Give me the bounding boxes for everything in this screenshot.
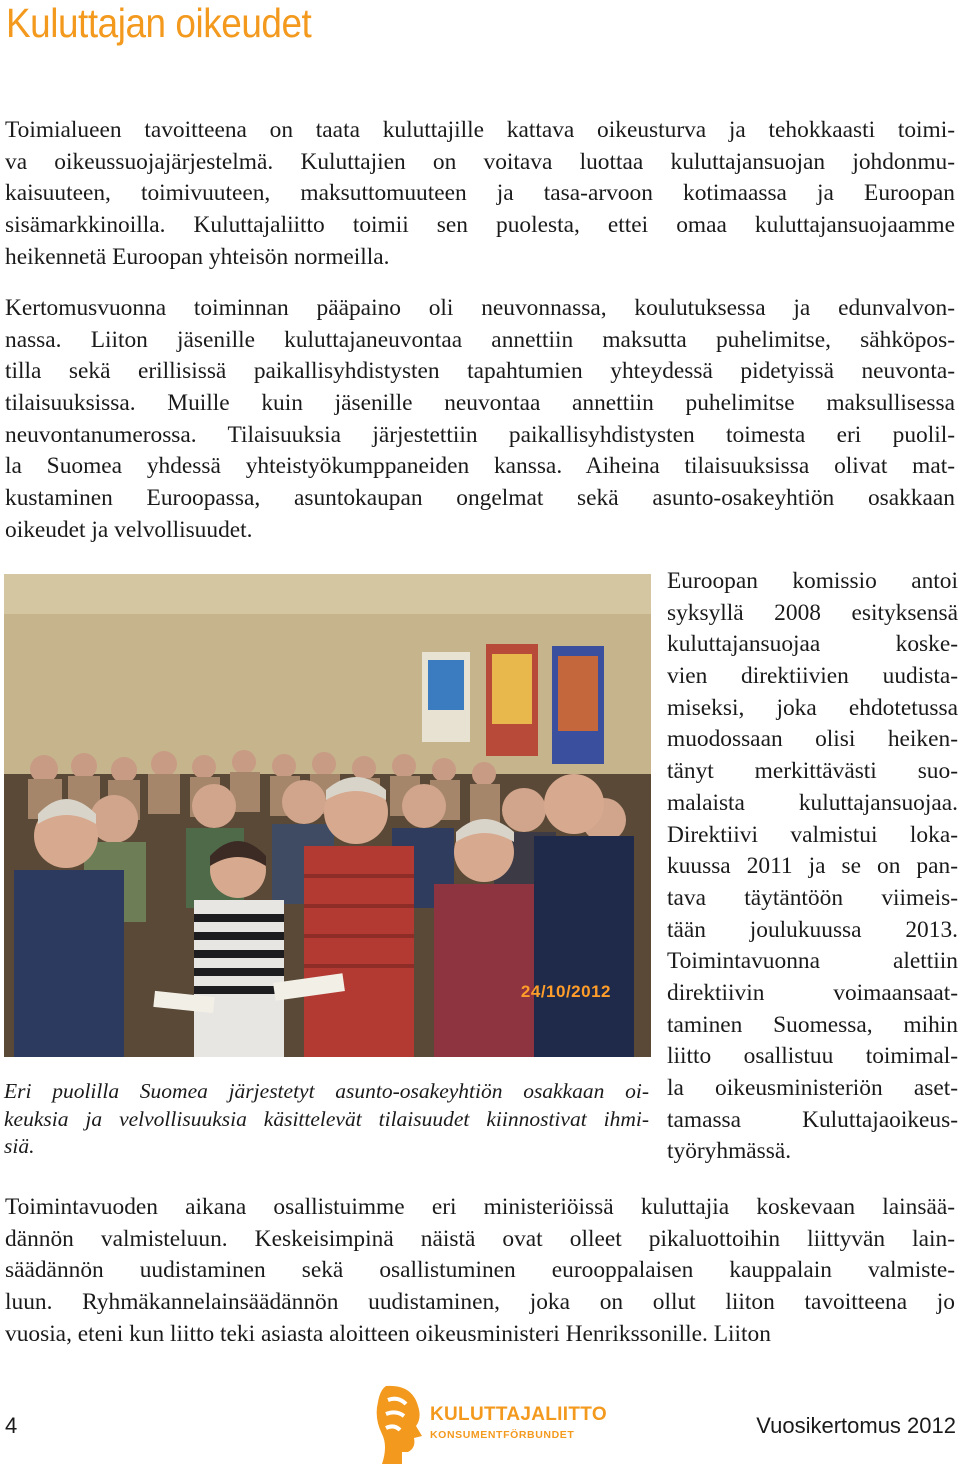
text-line: la Suomea yhdessä yhteistyökumppaneiden kanssa. Aiheina tilaisuuksissa olivat mat- xyxy=(5,453,955,480)
event-photo xyxy=(4,574,651,1057)
text-line: tänyt merkittävästi suo- xyxy=(667,758,958,785)
text-line: va oikeussuojajärjestelmä. Kuluttajien on voitava luottaa kuluttajansuojan johdonmu- xyxy=(5,148,955,175)
text-line: tamassa Kuluttajaoikeus- xyxy=(667,1106,958,1133)
logo-subtitle: KONSUMENTFÖRBUNDET xyxy=(430,1429,575,1441)
side-column-text xyxy=(667,566,958,1168)
text-line: tava täytäntöön viimeis- xyxy=(667,884,958,911)
text-line: kuussa 2011 ja se on pan- xyxy=(667,853,958,880)
text-line: siä. xyxy=(4,1134,35,1158)
text-line: malaista kuluttajansuojaa. xyxy=(667,789,958,816)
report-title: Vuosikertomus 2012 xyxy=(756,1413,956,1438)
text-line: työryhmässä. xyxy=(667,1138,792,1165)
activities-paragraph xyxy=(5,293,955,547)
text-line: neuvontanumerossa. Tilaisuuksia järjestettiin paikallisyhdistysten toimesta eri puolil- xyxy=(5,421,955,448)
text-line: Kertomusvuonna toiminnan pääpaino oli neuvonnassa, koulutuksessa ja edunvalvon- xyxy=(5,295,955,321)
page-number: 4 xyxy=(5,1413,18,1438)
text-line: vien direktiivien uudista- xyxy=(667,663,958,690)
text-line: säädännön uudistaminen sekä osallistuminen eurooppalaisen kauppalain valmiste- xyxy=(5,1257,955,1284)
text-line: Toimintavuonna alettiin xyxy=(667,948,958,975)
text-line: tään joulukuussa 2013. xyxy=(667,916,958,943)
text-line: dännön valmisteluun. Keskeisimpinä näistä ovat olleet pikaluottoihin liittyvän lain- xyxy=(5,1225,955,1252)
text-line: Direktiivi valmistui loka- xyxy=(667,821,958,848)
intro-paragraph xyxy=(5,115,955,273)
text-line: la oikeusministeriön aset- xyxy=(667,1075,958,1101)
logo-profile-icon xyxy=(368,1382,430,1466)
text-line: oikeudet ja velvollisuudet. xyxy=(5,516,253,543)
text-line: liitto osallistuu toimimal- xyxy=(667,1043,958,1070)
text-line: Eri puolilla Suomea järjestetyt asunto-osakeyhtiön osakkaan oi- xyxy=(4,1079,649,1103)
photo-date-stamp: 24/10/2012 xyxy=(520,982,611,1001)
page-title: Kuluttajan oikeudet xyxy=(6,0,312,46)
text-line: keuksia ja velvollisuuksia käsittelevät tilaisuudet kiinnostivat ihmi- xyxy=(4,1106,649,1131)
text-line: Toimintavuoden aikana osallistuimme eri ministeriöissä kuluttajia koskevaan lainsää- xyxy=(5,1194,955,1220)
text-line: kustaminen Euroopassa, asuntokaupan ongelmat sekä asunto-osakeyhtiön osakkaan xyxy=(5,485,955,512)
text-line: heikennetä Euroopan yhteisön normeilla. xyxy=(5,243,390,270)
text-line: muodossaan olisi heiken- xyxy=(667,726,958,753)
text-line: nassa. Liiton jäsenille kuluttajaneuvontaa annettiin maksutta puhelimitse, sähköpos- xyxy=(5,326,955,353)
text-line: kuluttajansuojaa koske- xyxy=(667,631,958,658)
text-line: luun. Ryhmäkannelainsäädännön uudistaminen, joka on ollut liiton tavoitteena jo xyxy=(5,1289,955,1316)
text-line: Euroopan komissio antoi xyxy=(667,568,958,594)
text-line: syksyllä 2008 esityksensä xyxy=(667,599,958,626)
text-line: direktiivin voimaansaat- xyxy=(667,979,958,1006)
photo-caption xyxy=(4,1078,649,1161)
text-line: miseksi, joka ehdotetussa xyxy=(667,694,958,721)
logo-name: KULUTTAJALIITTO xyxy=(430,1404,607,1425)
kuluttajaliitto-logo xyxy=(368,1382,607,1466)
text-line: Toimialueen tavoitteena on taata kuluttajille kattava oikeusturva ja tehokkaasti toimi- xyxy=(5,117,955,143)
legislation-paragraph xyxy=(5,1192,955,1350)
text-line: vuosia, eteni kun liitto teki asiasta aloitteen oikeusministeri Henrikssonille. Liiton xyxy=(5,1320,771,1347)
text-line: tilaisuuksissa. Muille kuin jäsenille neuvontaa annettiin puhelimitse maksullisessa xyxy=(5,390,955,417)
text-line: sisämarkkinoilla. Kuluttajaliitto toimii sen puolesta, ettei omaa kuluttajansuojaamme xyxy=(5,212,955,239)
text-line: kaisuuteen, toimivuuteen, maksuttomuuteen ja tasa-arvoon kotimaassa ja Euroopan xyxy=(5,180,955,207)
text-line: tilla sekä erillisissä paikallisyhdistysten tapahtumien yhteydessä pidetyissä neuvonta- xyxy=(5,358,955,385)
text-line: taminen Suomessa, mihin xyxy=(667,1011,958,1038)
